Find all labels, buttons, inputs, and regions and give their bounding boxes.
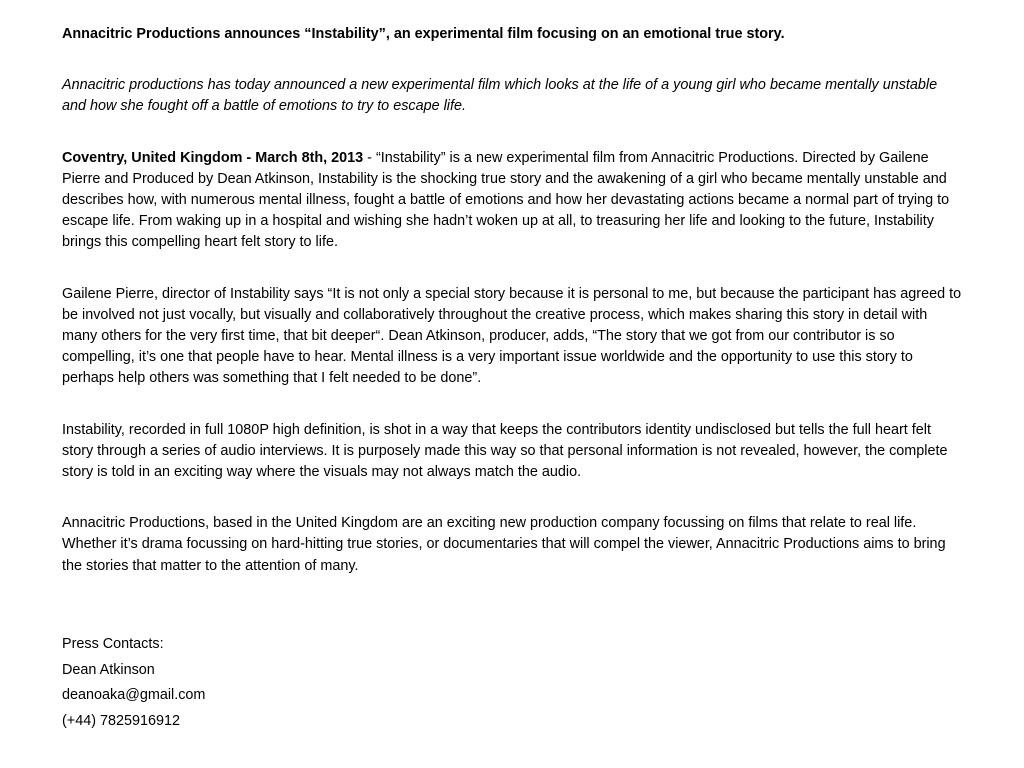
lede-paragraph: Annacitric productions has today announced a new experimental film which looks at the life of a young girl who became mentally unstable and how she fought off a battle of emotions to try to escape life.: [62, 77, 938, 115]
press-contacts: [62, 632, 964, 735]
paragraph-dateline: [62, 148, 964, 254]
paragraph-production-details: Instability, recorded in full 1080P high definition, is shot in a way that keeps the contributors identity undisclosed but tells the full heart felt story through a series of audio interviews. It is purposely made this way so that personal information is not revealed, however, the complete story is told in an exciting way where the visuals may not always match the audio.: [62, 421, 948, 481]
press-release-document: [62, 24, 964, 735]
contacts-heading: Press Contacts:: [62, 635, 164, 652]
contact-email[interactable]: deanoaka@gmail.com: [62, 687, 206, 704]
contact-phone[interactable]: (+44) 7825916912: [62, 713, 181, 730]
headline: Annacitric Productions announces “Instability”, an experimental film focusing on an emotional true story.: [62, 26, 785, 42]
paragraph-1-text: - “Instability” is a new experimental film from Annacitric Productions. Directed by Gailene Pierre and Produced by Dean Atkinson, Instability is the shocking true story and the awakening of a girl who became mentally unstable and describes how, with numerous mental illness, fought a battle of emotions and how her devastating actions became a normal part of trying to escape life. From waking up in a hospital and wishing she hadn’t woken up at all, to treasuring her life and looking to the future, Instability brings this compelling heart felt story to life.: [62, 149, 950, 251]
paragraph-director-quote: Gailene Pierre, director of Instability says “It is not only a special story because it is personal to me, but because the participant has agreed to be involved not just vocally, but visually and collaboratively throughout the creative process, which makes sharing this story in detail with many others for the very first time, that bit deeper“. Dean Atkinson, producer, adds, “The story that we got from our contributor is so compelling, it’s one that people have to hear. Mental illness is a very important issue worldwide and the opportunity to use this story to perhaps help others was something that I felt needed to be done”.: [62, 285, 962, 387]
contact-name: Dean Atkinson: [62, 661, 155, 678]
dateline: Coventry, United Kingdom - March 8th, 2013: [62, 149, 364, 166]
paragraph-company-about: Annacitric Productions, based in the United Kingdom are an exciting new production company focussing on films that relate to real life. Whether it’s drama focussing on hard-hitting true stories, or documentaries that will compel the viewer, Annacitric Productions aims to bring the stories that matter to the attention of many.: [62, 515, 946, 574]
